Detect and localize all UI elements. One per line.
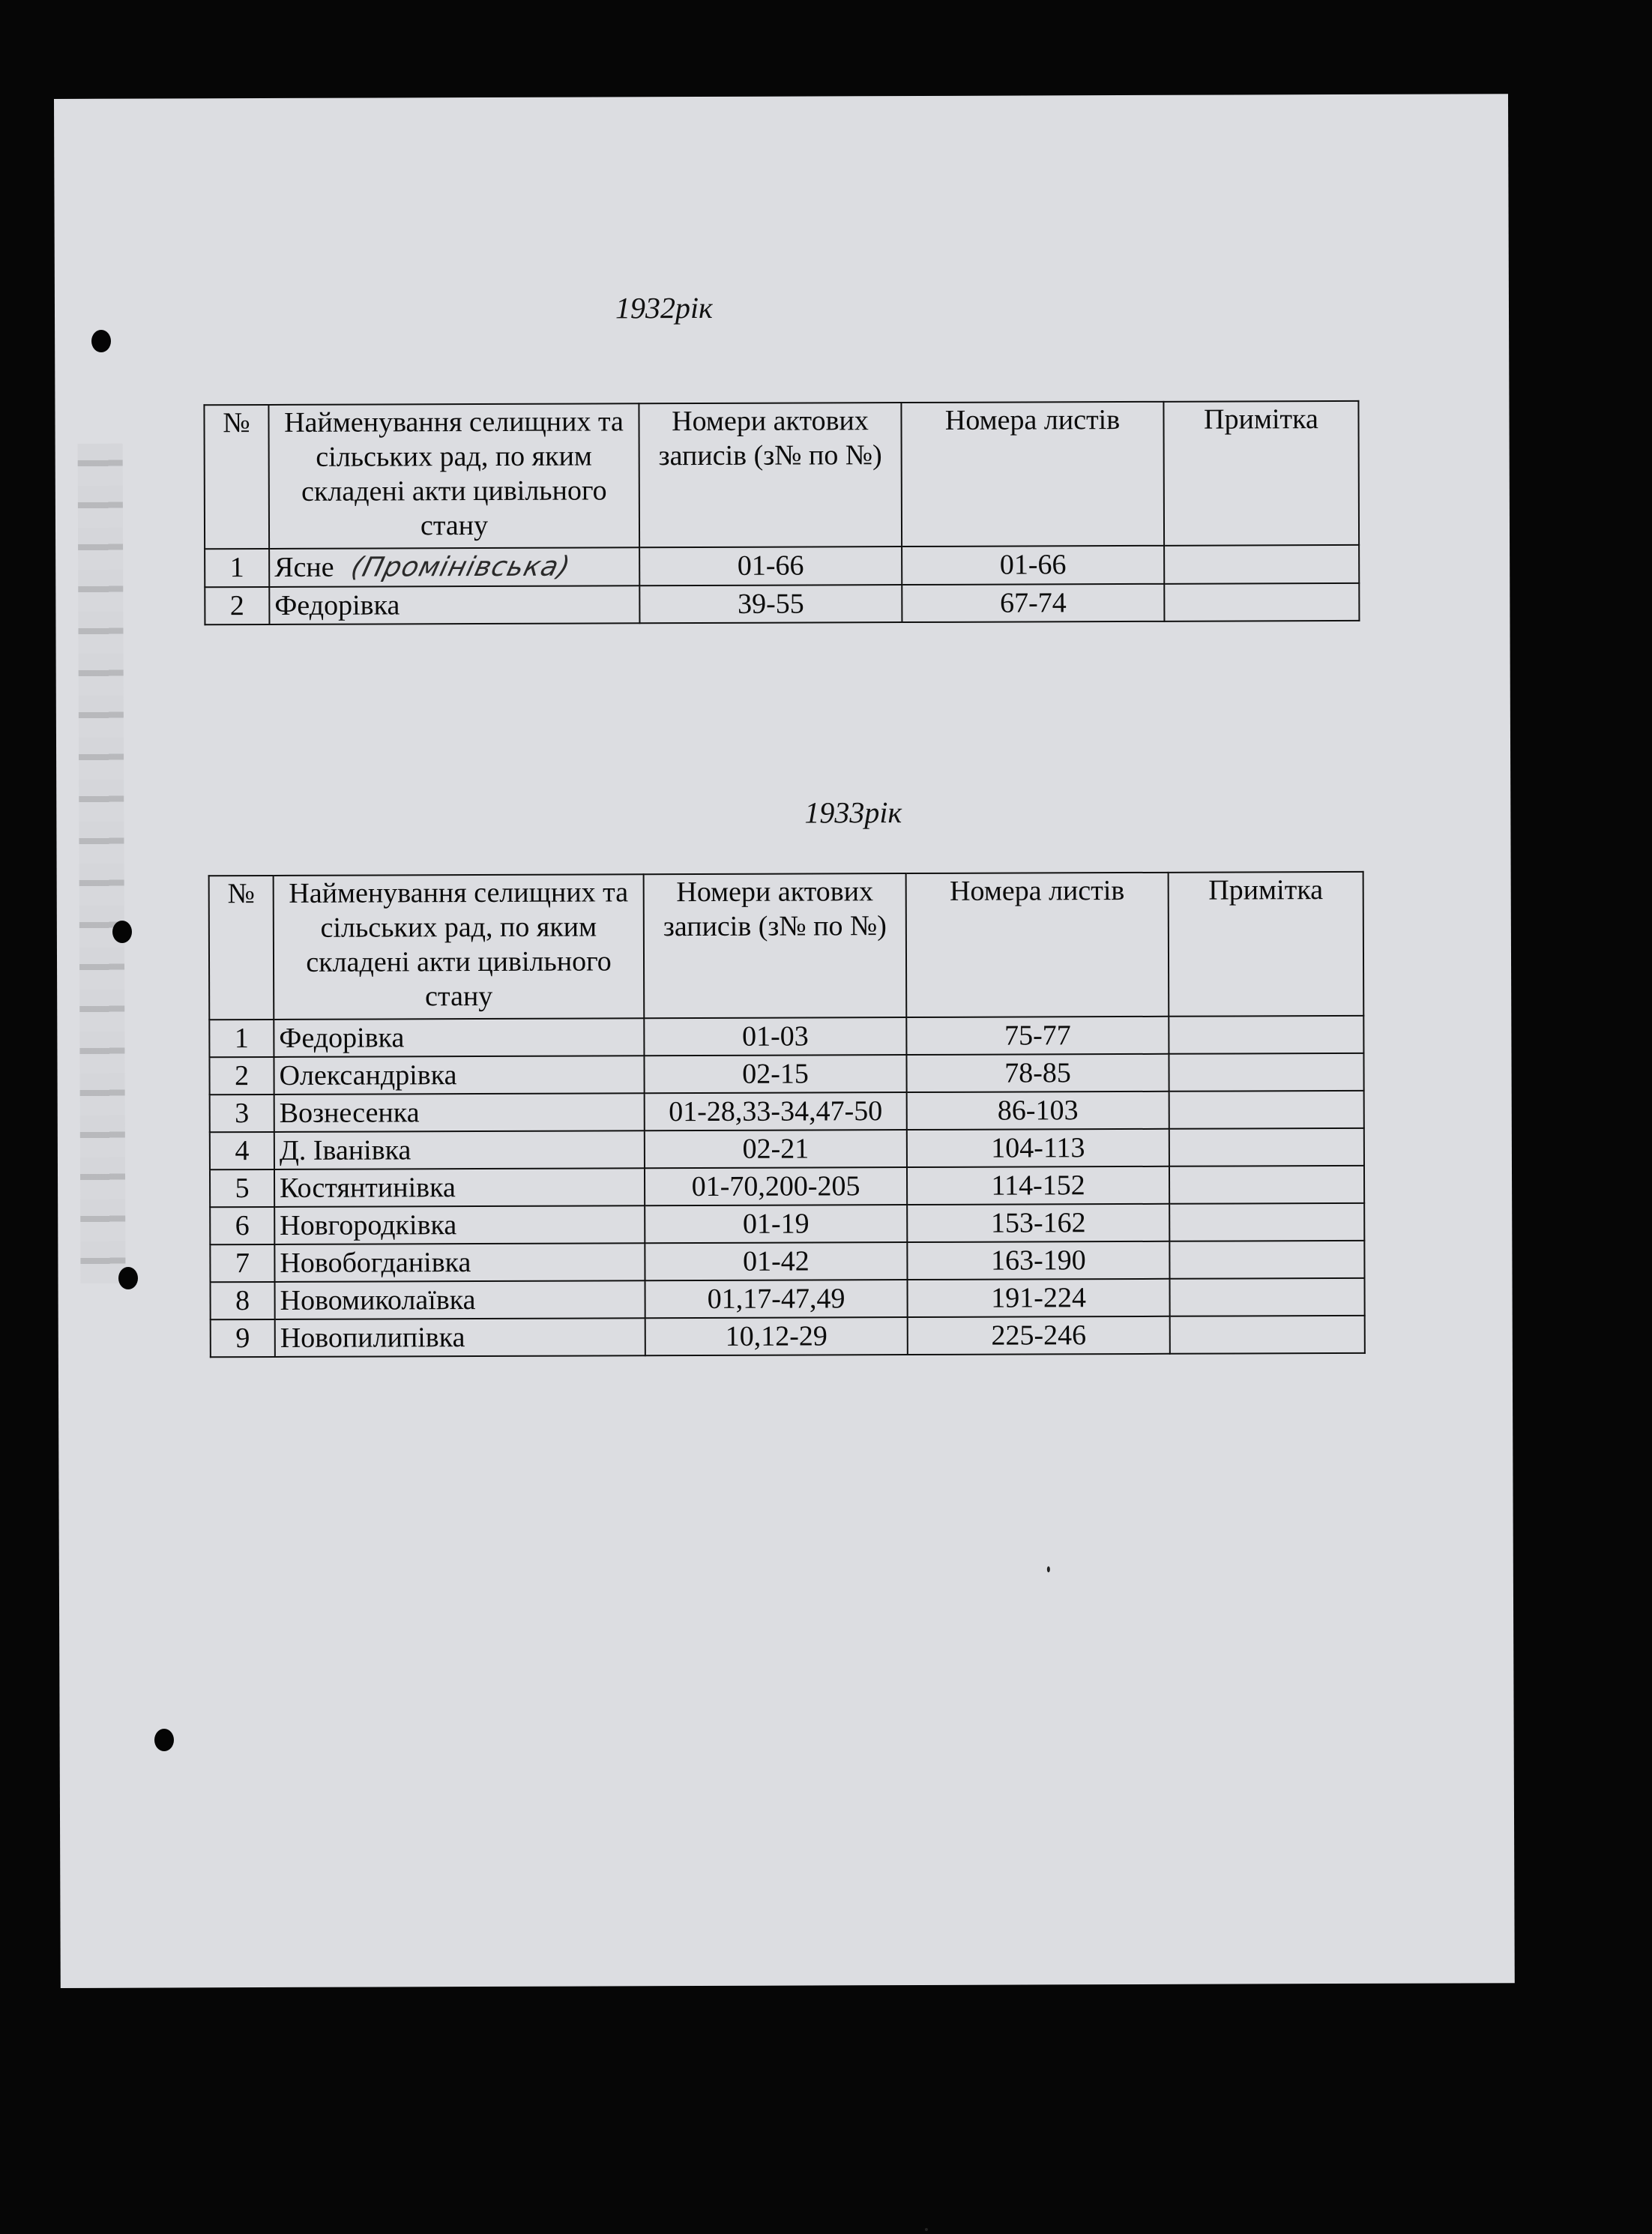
note-cell <box>1169 1203 1364 1241</box>
year-heading-1933: 1933рік <box>804 795 902 830</box>
record-numbers: 01-66 <box>639 547 902 585</box>
council-name: Д. Іванівка <box>274 1130 645 1169</box>
sheet-numbers: 67-74 <box>902 584 1164 622</box>
council-name-text: Ясне <box>274 551 334 583</box>
council-name: Вознесенка <box>274 1093 645 1132</box>
council-name: Новгородківка <box>274 1205 645 1244</box>
council-name <box>269 547 639 587</box>
row-number: 1 <box>205 549 269 587</box>
row-number: 7 <box>210 1244 274 1282</box>
table-row <box>205 583 1359 624</box>
record-numbers: 10,12-29 <box>645 1317 908 1355</box>
table-row <box>209 1016 1363 1057</box>
row-number: 9 <box>211 1319 275 1357</box>
punch-hole <box>118 1267 138 1289</box>
handwritten-annotation: (Промінівська) <box>348 551 574 583</box>
table-row <box>211 1278 1365 1319</box>
note-cell <box>1169 1016 1363 1054</box>
sheet-numbers: 163-190 <box>907 1241 1169 1280</box>
header-sheet-numbers: Номера листів <box>906 873 1169 1017</box>
table-row <box>210 1166 1364 1207</box>
table-row <box>210 1128 1364 1169</box>
sheet-numbers: 01-66 <box>902 546 1164 585</box>
header-record-numbers: Номери актових записів (з№ по №) <box>644 873 907 1018</box>
table-row <box>205 545 1359 587</box>
note-cell <box>1169 1241 1364 1279</box>
row-number: 3 <box>210 1095 274 1132</box>
table-row <box>210 1241 1364 1282</box>
year-heading-1932: 1932рік <box>615 290 713 325</box>
council-name: Федорівка <box>274 1018 644 1057</box>
record-numbers: 02-21 <box>645 1130 907 1168</box>
council-name: Новомиколаївка <box>275 1280 645 1319</box>
torn-left-edge <box>78 444 126 1283</box>
sheet-numbers: 114-152 <box>907 1166 1169 1205</box>
row-number: 8 <box>211 1282 275 1319</box>
note-cell <box>1170 1316 1365 1354</box>
sheet-numbers: 78-85 <box>906 1054 1169 1092</box>
note-cell <box>1169 1166 1364 1204</box>
records-table-1932 <box>203 400 1360 625</box>
record-numbers: 39-55 <box>639 585 902 623</box>
header-record-numbers: Номери актових записів (з№ по №) <box>639 403 902 547</box>
table-row <box>210 1091 1364 1132</box>
sheet-numbers: 225-246 <box>908 1316 1170 1355</box>
record-numbers: 01-19 <box>645 1205 907 1243</box>
sheet-numbers: 153-162 <box>907 1204 1169 1242</box>
punch-hole <box>154 1729 174 1751</box>
note-cell <box>1169 1053 1363 1092</box>
punch-hole <box>112 921 132 943</box>
row-number: 4 <box>210 1132 274 1169</box>
table-row <box>209 1053 1363 1095</box>
record-numbers: 01,17-47,49 <box>645 1280 908 1318</box>
table-row <box>211 1316 1365 1357</box>
header-note: Примітка <box>1169 872 1364 1017</box>
header-council-name: Найменування селищних та сільських рад, по яким складені акти цивільного стану <box>268 403 639 549</box>
record-numbers: 02-15 <box>644 1055 906 1093</box>
note-cell <box>1164 545 1359 584</box>
row-number: 2 <box>209 1057 274 1095</box>
record-numbers: 01-28,33-34,47-50 <box>645 1092 907 1130</box>
note-cell <box>1169 1091 1364 1129</box>
council-name: Новопилипівка <box>275 1318 645 1357</box>
header-council-name: Найменування селищних та сільських рад, по яким складені акти цивільного стану <box>274 874 645 1020</box>
header-note: Примітка <box>1163 401 1359 546</box>
record-numbers: 01-42 <box>645 1242 907 1280</box>
table-header-row <box>204 401 1359 549</box>
council-name: Костянтинівка <box>274 1168 645 1207</box>
row-number: 1 <box>209 1020 274 1057</box>
table-header-row <box>209 872 1364 1020</box>
header-sheet-numbers: Номера листів <box>901 402 1164 547</box>
note-cell <box>1164 583 1359 621</box>
row-number: 6 <box>210 1207 274 1244</box>
council-name: Олександрівка <box>274 1056 644 1095</box>
records-table-1933 <box>208 871 1366 1358</box>
sheet-numbers: 75-77 <box>906 1017 1169 1055</box>
record-numbers: 01-03 <box>644 1017 906 1056</box>
council-name-text: Федорівка <box>274 589 400 621</box>
sheet-numbers: 104-113 <box>907 1129 1169 1167</box>
council-name <box>269 585 639 624</box>
note-cell <box>1170 1278 1365 1316</box>
record-numbers: 01-70,200-205 <box>645 1167 907 1205</box>
council-name: Новобогданівка <box>274 1243 645 1282</box>
document-page <box>54 94 1515 1988</box>
row-number: 5 <box>210 1169 274 1207</box>
note-cell <box>1169 1128 1364 1166</box>
row-number: 2 <box>205 587 269 624</box>
paper-speck <box>1047 1566 1050 1572</box>
header-number: № <box>204 405 269 549</box>
sheet-numbers: 86-103 <box>907 1092 1169 1130</box>
sheet-numbers: 191-224 <box>908 1279 1170 1317</box>
table-row <box>210 1203 1364 1244</box>
header-number: № <box>209 876 274 1020</box>
paper-speck <box>925 2228 928 2231</box>
punch-hole <box>91 330 111 352</box>
